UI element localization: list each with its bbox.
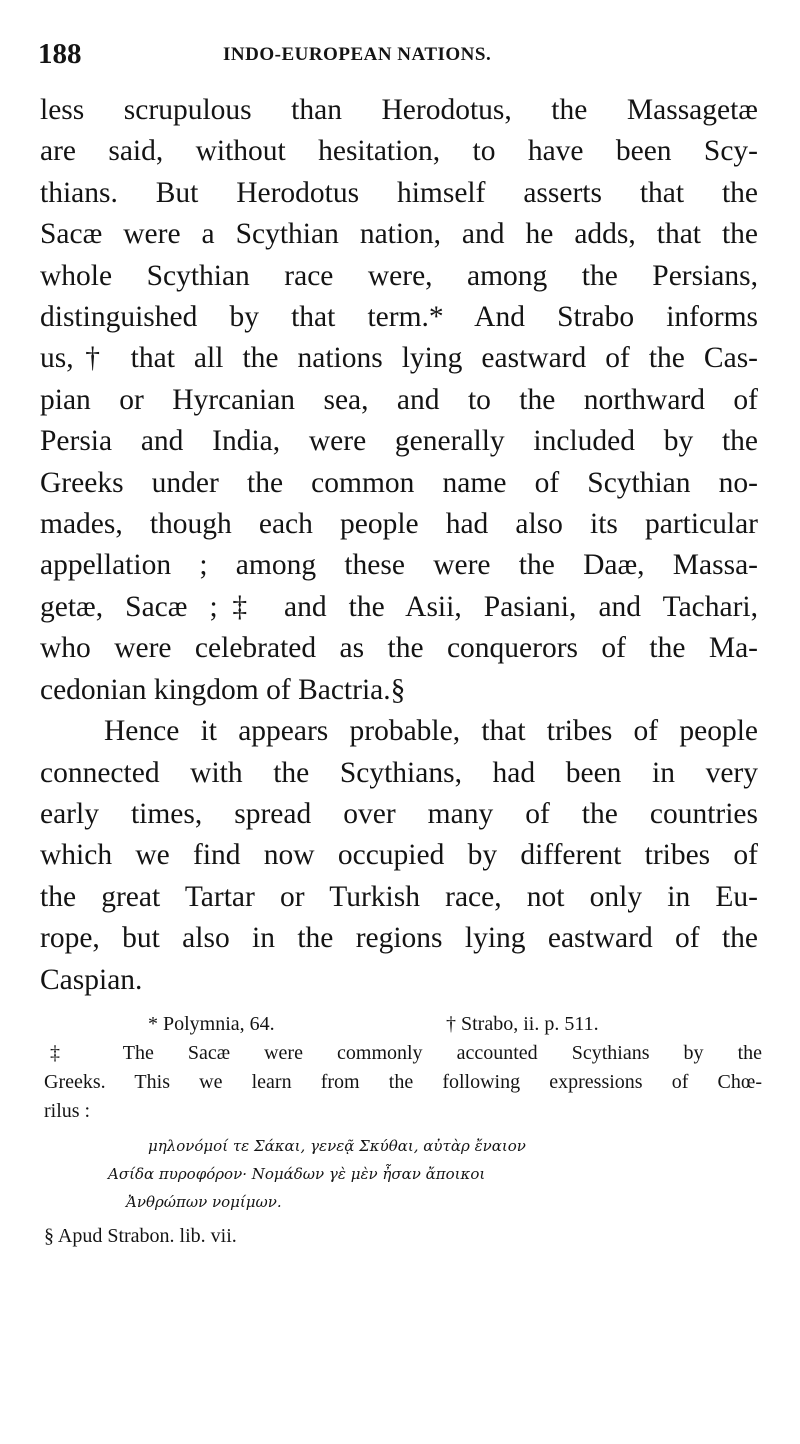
greek-verse-line: Ασίδα πυροφόρον· Νομάδων γὲ μὲν ἦσαν ἄποικοι (108, 1165, 486, 1183)
greek-verse-line: Ἀνθρώπων νομίμων. (126, 1193, 282, 1211)
text-line: who were celebrated as the conquerors of the Ma- (40, 632, 758, 665)
page-number: 188 (38, 38, 82, 70)
text-line: Greeks under the common name of Scythian no- (40, 466, 758, 499)
text-line: distinguished by that term.* And Strabo informs (40, 301, 758, 334)
text-line: less scrupulous than Herodotus, the Massagetæ (40, 94, 758, 126)
text-line: thians. But Herodotus himself asserts that the (40, 176, 758, 209)
footnotes (44, 1010, 762, 1251)
text-line: are said, without hesitation, to have been Scy- (40, 135, 758, 168)
page-header (38, 38, 756, 72)
text-line: whole Scythian race were, among the Persians, (40, 259, 758, 292)
text-line: the great Tartar or Turkish race, not only in Eu- (40, 880, 758, 913)
text-line: Hence it appears probable, that tribes of people (104, 715, 758, 748)
text-line: Sacæ were a Scythian nation, and he adds, that the (40, 218, 758, 251)
text-line: Caspian. (40, 963, 143, 996)
text-line: us,† that all the nations lying eastward of the Cas- (40, 342, 758, 375)
footnote-sacae: ‡ The Sacæ were commonly accounted Scythians by the (50, 1042, 762, 1064)
footnote-apud: § Apud Strabon. lib. vii. (44, 1225, 237, 1247)
text-line: connected with the Scythians, had been in very (40, 756, 758, 789)
text-line: getæ, Sacæ ;‡ and the Asii, Pasiani, and Tachari, (40, 590, 758, 623)
footnote-row (44, 1010, 762, 1039)
text-line: cedonian kingdom of Bactria.§ (40, 673, 406, 706)
running-title: INDO-EUROPEAN NATIONS. (223, 44, 492, 65)
text-line: appellation ; among these were the Daæ, Massa- (40, 549, 758, 582)
text-line: mades, though each people had also its particular (40, 508, 758, 541)
text-line: early times, spread over many of the countries (40, 797, 758, 830)
text-line: which we find now occupied by different tribes of (40, 839, 758, 872)
greek-verse-line: μηλονόμοί τε Σάκαι, γενεᾷ Σκύθαι, αὐτὰρ ἔναιον (148, 1137, 526, 1155)
footnote-sacae-cont: Greeks. This we learn from the following expressions of Chœ- (44, 1071, 762, 1093)
text-line: pian or Hyrcanian sea, and to the northward of (40, 383, 758, 416)
text-line: rope, but also in the regions lying eastward of the (40, 922, 758, 955)
footnote-sacae-cont: rilus : (44, 1100, 91, 1122)
main-text (40, 90, 758, 1001)
text-line: Persia and India, were generally included by the (40, 425, 758, 458)
footnote-strabo: † Strabo, ii. p. 511. (446, 1013, 599, 1035)
footnote-polymnia: * Polymnia, 64. (148, 1013, 275, 1035)
